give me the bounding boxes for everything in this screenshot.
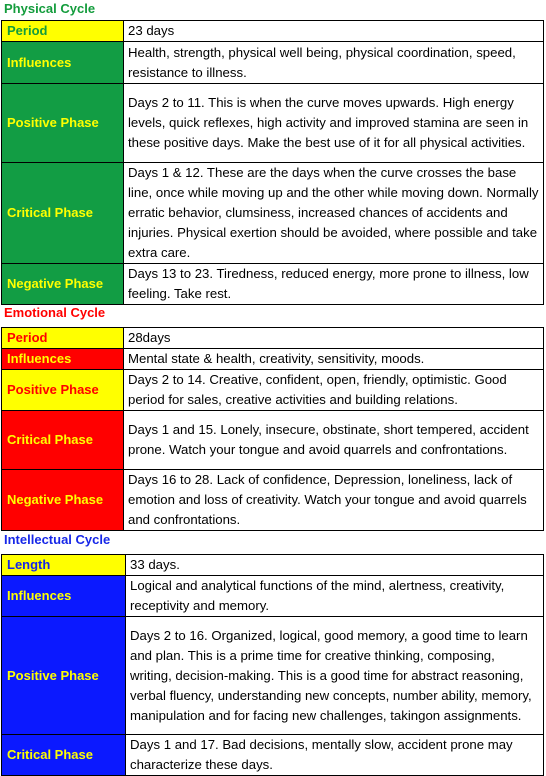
table-row: [2, 264, 544, 305]
row-label: Negative Phase: [2, 264, 124, 305]
row-label: Length: [2, 555, 126, 576]
table-row: [2, 576, 544, 617]
row-label: Critical Phase: [2, 411, 124, 470]
row-label: Critical Phase: [2, 163, 124, 264]
row-value: Days 1 and 17. Bad decisions, mentally slow, accident prone may characterize these days.: [126, 735, 544, 776]
row-value: Days 13 to 23. Tiredness, reduced energy, more prone to illness, low feeling. Take rest.: [124, 264, 544, 305]
row-label: Influences: [2, 42, 124, 84]
table-row: [2, 735, 544, 776]
row-label: Influences: [2, 576, 126, 617]
row-value: Days 16 to 28. Lack of confidence, Depression, loneliness, lack of emotion and loss of creativity. Watch your tongue and avoid quarrels and confrontations.: [124, 470, 544, 531]
row-value: Logical and analytical functions of the mind, alertness, creativity, receptivity and memory.: [126, 576, 544, 617]
row-value: 33 days.: [126, 555, 544, 576]
table-row: [2, 370, 544, 411]
row-value: Days 2 to 16. Organized, logical, good memory, a good time to learn and plan. This is a prime time for creative thinking, composing, writing, decision-making. This is a good time for abstract reasoning, verbal fluency, understanding new concepts, number ability, memory, manipulation and for facing new challenges, takingon assignments.: [126, 617, 544, 735]
table-row: [2, 42, 544, 84]
table-row: [2, 411, 544, 470]
row-label: Period: [2, 328, 124, 349]
table-row: [2, 21, 544, 42]
row-label: Positive Phase: [2, 370, 124, 411]
row-value: Mental state & health, creativity, sensitivity, moods.: [124, 349, 544, 370]
row-value: Days 2 to 14. Creative, confident, open, friendly, optimistic. Good period for sales, creative activities and building relations.: [124, 370, 544, 411]
row-label: Positive Phase: [2, 617, 126, 735]
row-value: Days 1 and 15. Lonely, insecure, obstinate, short tempered, accident prone. Watch your tongue and avoid quarrels and confrontations.: [124, 411, 544, 470]
emotional-cycle-table: [1, 327, 544, 531]
table-row: [2, 349, 544, 370]
row-label: Positive Phase: [2, 84, 124, 163]
row-value: Days 2 to 11. This is when the curve moves upwards. High energy levels, quick reflexes, high activity and improved stamina are seen in these positive days. Make the best use of it for all physical activities.: [124, 84, 544, 163]
row-value: Health, strength, physical well being, physical coordination, speed, resistance to illness.: [124, 42, 544, 84]
table-row: [2, 163, 544, 264]
intellectual-cycle-table: [1, 554, 544, 776]
row-label: Period: [2, 21, 124, 42]
row-value: Days 1 & 12. These are the days when the curve crosses the base line, once while moving up and the other while moving down. Normally erratic behavior, clumsiness, increased chances of accidents and injuries. Physical exertion should be avoided, where possible and take extra care.: [124, 163, 544, 264]
intellectual-cycle-title: Intellectual Cycle: [4, 532, 111, 547]
table-row: [2, 617, 544, 735]
table-row: [2, 84, 544, 163]
physical-cycle-table: [1, 20, 544, 305]
emotional-cycle-title: Emotional Cycle: [4, 305, 106, 320]
row-label: Negative Phase: [2, 470, 124, 531]
physical-cycle-title: Physical Cycle: [4, 1, 96, 16]
table-row: [2, 328, 544, 349]
row-label: Influences: [2, 349, 124, 370]
row-label: Critical Phase: [2, 735, 126, 776]
table-row: [2, 470, 544, 531]
row-value: 23 days: [124, 21, 544, 42]
table-row: [2, 555, 544, 576]
row-value: 28days: [124, 328, 544, 349]
